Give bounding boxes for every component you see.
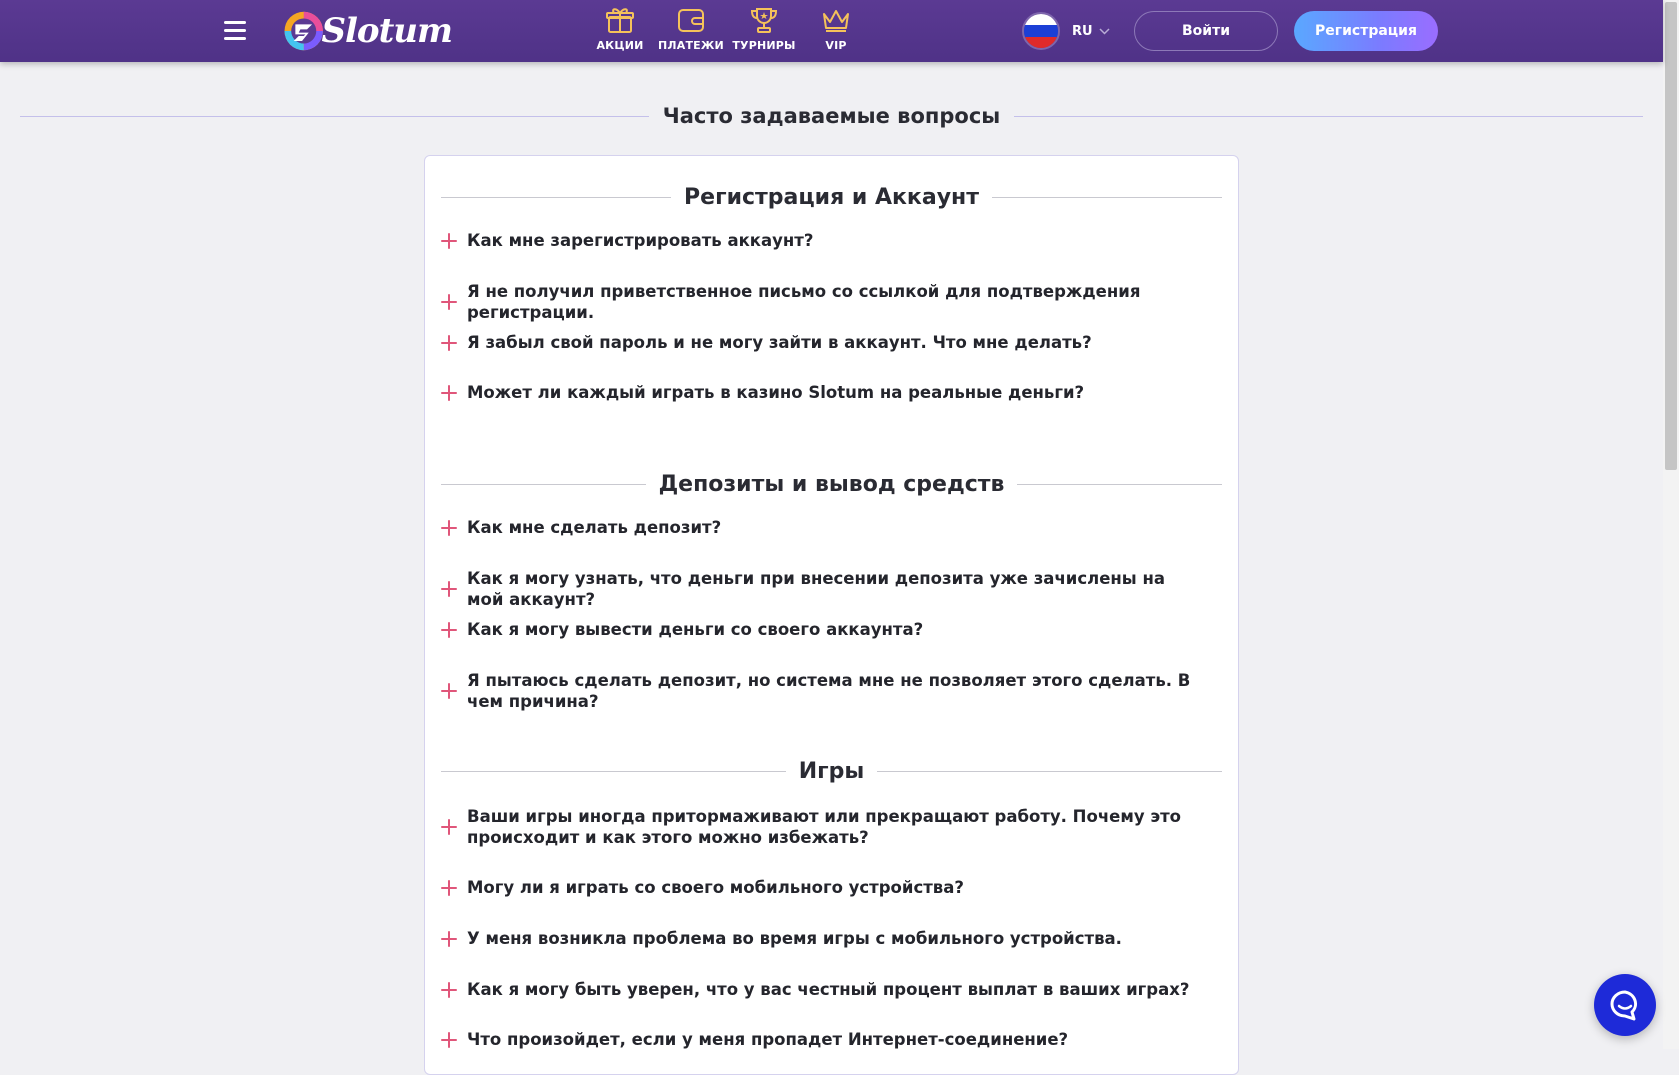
scrollbar-thumb[interactable] [1665, 2, 1677, 470]
page-title: Часто задаваемые вопросы [662, 104, 1001, 128]
section-title: Регистрация и Аккаунт [684, 184, 979, 210]
page-title-row [20, 98, 1643, 134]
faq-question[interactable]: Может ли каждый играть в казино Slotum на реальные деньги? [441, 382, 1201, 403]
nav-tournaments[interactable]: ТУРНИРЫ [729, 6, 799, 56]
gift-icon [605, 6, 635, 34]
live-chat-button[interactable] [1594, 974, 1656, 1036]
russia-flag-icon [1022, 12, 1060, 50]
plus-icon [441, 1032, 457, 1048]
nav-promotions[interactable]: АКЦИИ [585, 6, 655, 56]
logo-text: Slotum [321, 11, 452, 51]
section-title: Игры [798, 758, 865, 784]
top-header [0, 0, 1663, 62]
faq-question[interactable]: Я забыл свой пароль и не могу зайти в аккаунт. Что мне делать? [441, 332, 1201, 353]
divider [992, 197, 1222, 198]
faq-question[interactable]: Что произойдет, если у меня пропадет Интернет-соединение? [441, 1029, 1201, 1050]
chevron-down-icon [1099, 28, 1110, 35]
section-header-deposits [441, 466, 1222, 502]
divider [877, 771, 1222, 772]
divider [1014, 116, 1643, 117]
language-selector[interactable] [1022, 11, 1112, 51]
chat-bubble-icon [1608, 988, 1642, 1022]
faq-question[interactable]: Как я могу вывести деньги со своего аккаунта? [441, 619, 1201, 640]
plus-icon [441, 335, 457, 351]
trophy-icon [749, 6, 779, 34]
nav-vip[interactable]: VIP [801, 6, 871, 56]
crown-icon [821, 6, 851, 34]
plus-icon [441, 982, 457, 998]
plus-icon [441, 622, 457, 638]
divider [441, 197, 671, 198]
plus-icon [441, 880, 457, 896]
faq-card [424, 155, 1239, 1075]
login-button[interactable]: Войти [1134, 11, 1278, 51]
plus-icon [441, 683, 457, 699]
language-code: RU [1072, 23, 1093, 39]
plus-icon [441, 819, 457, 835]
divider [20, 116, 649, 117]
register-button[interactable]: Регистрация [1294, 11, 1438, 51]
menu-icon[interactable] [224, 21, 246, 40]
divider [1017, 484, 1222, 485]
section-header-registration [441, 179, 1222, 215]
nav-payments[interactable]: ПЛАТЕЖИ [656, 6, 726, 56]
faq-question[interactable]: Я не получил приветственное письмо со ссылкой для подтверждения регистрации. [441, 281, 1201, 323]
divider [441, 484, 646, 485]
faq-question[interactable]: Как мне зарегистрировать аккаунт? [441, 230, 1201, 251]
plus-icon [441, 294, 457, 310]
logo[interactable] [282, 6, 452, 56]
faq-question[interactable]: Я пытаюсь сделать депозит, но система мне не позволяет этого сделать. В чем причина? [441, 670, 1201, 712]
plus-icon [441, 931, 457, 947]
faq-question[interactable]: Ваши игры иногда притормаживают или прекращают работу. Почему это происходит и как этого можно избежать? [441, 806, 1201, 848]
plus-icon [441, 581, 457, 597]
faq-question[interactable]: Как мне сделать депозит? [441, 517, 1201, 538]
faq-question[interactable]: Как я могу быть уверен, что у вас честный процент выплат в ваших играх? [441, 979, 1201, 1000]
faq-question[interactable]: Могу ли я играть со своего мобильного устройства? [441, 877, 1201, 898]
plus-icon [441, 520, 457, 536]
wallet-icon [676, 6, 706, 34]
faq-question[interactable]: Как я могу узнать, что деньги при внесении депозита уже зачислены на мой аккаунт? [441, 568, 1201, 610]
faq-question[interactable]: У меня возникла проблема во время игры с мобильного устройства. [441, 928, 1201, 949]
divider [441, 771, 786, 772]
section-header-games [441, 753, 1222, 789]
plus-icon [441, 233, 457, 249]
section-title: Депозиты и вывод средств [658, 471, 1005, 497]
plus-icon [441, 385, 457, 401]
logo-mark-icon [282, 6, 325, 56]
